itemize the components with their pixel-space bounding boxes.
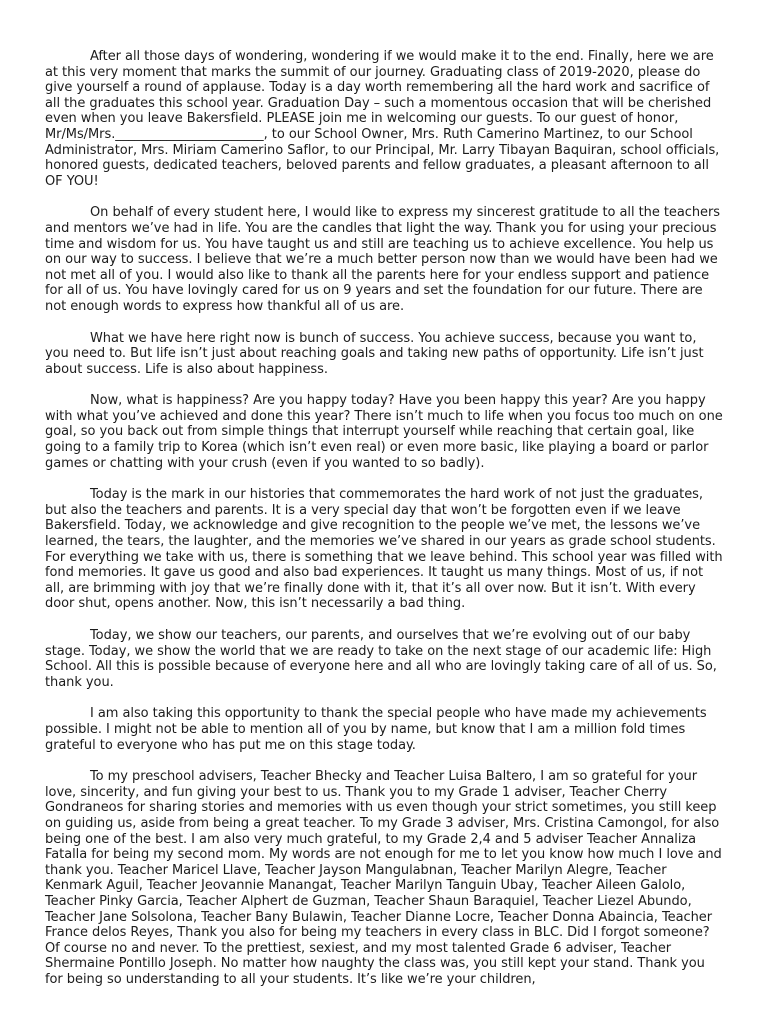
paragraph-gratitude: On behalf of every student here, I would like to express my sincerest gratitude to all the teachers and mentors we’ve had in life. You are the candles that light the way. Thank you for using your precious time and wisdom for us. You have taught us and still are teaching us to achieve excellence. You help us on our way to success. I believe that we’re a much better person now than we would have been had we not met all of you. I would also like to thank all the parents here for your endless support and patience for all of us. You have lovingly cared for us on 9 years and set the foundation for our future. There are not enough words to express how thankful all of us are.: [45, 205, 721, 314]
paragraph-histories: Today is the mark in our histories that commemorates the hard work of not just the graduates, but also the teachers and parents. It is a very special day that won’t be forgotten even if we leave Bakersfield. Today, we acknowledge and give recognition to the people we’ve met, the lessons we’ve learned, the tears, the laughter, and the memories we’ve shared in our years as grade school students. For everything we take with us, there is something that we leave behind. This school year was filled with fond memories. It gave us good and also bad experiences. It taught us many things. Most of us, if not all, are brimming with joy that we’re finally done with it, that it’s all over now. But it isn’t. With every door shut, opens another. Now, this isn’t necessarily a bad thing.: [45, 487, 723, 612]
paragraph-happiness: Now, what is happiness? Are you happy today? Have you been happy this year? Are you happy with what you’ve achieved and done this year? There isn’t much to life when you focus too much on one goal, so you back out from simple things that interrupt yourself while reaching that certain goal, like going to a family trip to Korea (which isn’t even real) or even more basic, like playing a board or parlor games or chatting with your crush (even if you wanted to so badly).: [45, 393, 723, 471]
paragraph-evolving: Today, we show our teachers, our parents, and ourselves that we’re evolving out of our baby stage. Today, we show the world that we are ready to take on the next stage of our academic life: High School. All this is possible because of everyone here and all who are lovingly taking care of all of us. So, thank you.: [45, 628, 717, 690]
paragraph-advisers: To my preschool advisers, Teacher Bhecky and Teacher Luisa Baltero, I am so grateful for your love, sincerity, and fun giving your best to us. Thank you to my Grade 1 adviser, Teacher Cherry Gondraneos for sharing stories and memories with us even though your strict sometimes, you still keep on guiding us, aside from being a great teacher. To my Grade 3 adviser, Mrs. Cristina Camongol, for also being one of the best. I am also very much grateful, to my Grade 2,4 and 5 adviser Teacher Annaliza Fatalla for being my second mom. My words are not enough for me to let you know how much I love and thank you. Teacher Maricel Llave, Teacher Jayson Mangulabnan, Teacher Marilyn Alegre, Teacher Kenmark Aguil, Teacher Jeovannie Manangat, Teacher Marilyn Tanguin Ubay, Teacher Aileen Galolo, Teacher Pinky Garcia, Teacher Alphert de Guzman, Teacher Shaun Baraquiel, Teacher Liezel Abundo, Teacher Jane Solsolona, Teacher Bany Bulawin, Teacher Dianne Locre, Teacher Donna Abaincia, Teacher France delos Reyes, Thank you also for being my teachers in every class in BLC. Did I forgot someone? Of course no and never. To the prettiest, sexiest, and my most talented Grade 6 adviser, Teacher Shermaine Pontillo Joseph. No matter how naughty the class was, you still kept your stand. Thank you for being so understanding to all your students. It’s like we’re your children,: [45, 769, 722, 987]
paragraph-opportunity: I am also taking this opportunity to thank the special people who have made my achievements possible. I might not be able to mention all of you by name, but know that I am a million fold times grateful to everyone who has put me on this stage today.: [45, 706, 707, 753]
paragraph-success: What we have here right now is bunch of success. You achieve success, because you want to, you need to. But life isn’t just about reaching goals and taking new paths of opportunity. Life isn’t just about success. Life is also about happiness.: [45, 330, 704, 377]
document-page: [45, 49, 723, 1003]
paragraph-welcome: After all those days of wondering, wondering if we would make it to the end. Finally, here we are at this very moment that marks the summit of our journey. Graduating class of 2019-2020, please do give yourself a round of applause. Today is a day worth remembering all the hard work and sacrifice of all the graduates this school year. Graduation Day – such a momentous occasion that will be cherished even when you leave Bakersfield. PLEASE join me in welcoming our guests. To our guest of honor, Mr/Ms/Mrs._______________________, to our School Owner, Mrs. Ruth Camerino Martinez, to our School Administrator, Mrs. Miriam Camerino Saflor, to our Principal, Mr. Larry Tibayan Baquiran, school officials, honored guests, dedicated teachers, beloved parents and fellow graduates, a pleasant afternoon to all OF YOU!: [45, 49, 720, 189]
